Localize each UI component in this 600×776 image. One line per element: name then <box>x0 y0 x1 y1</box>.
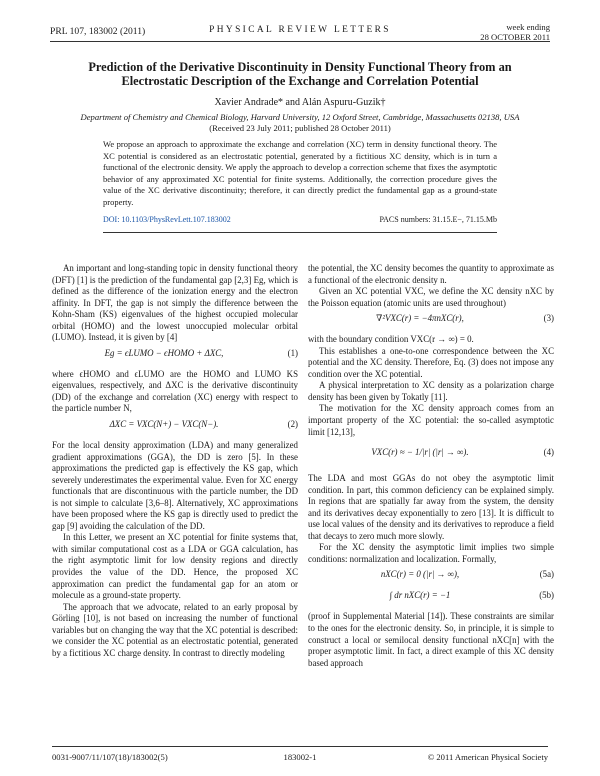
page-footer <box>52 752 548 764</box>
abstract: We propose an approach to approximate the exchange and correlation (XC) term in density functional theory. The XC potential is considered as an electrostatic potential, generated by a fictitious XC density, which is in turn a functional of the electronic density. We apply the approach to develop a correction scheme that fixes the asymptotic behavior of any approximated XC potential for finite systems. Additionally, the correction procedure gives the value of the XC derivative discontinuity; therefore, it can directly predict the fundamental gap as a ground-state property. <box>103 139 497 207</box>
paragraph: (proof in Supplemental Material [14]). These constraints are similar to the ones for the electronic density. So, in principle, it is simple to construct a local or semilocal density functional nXC[n] with the proper asymptotic limit. In fact, a direct example of this XC density based approach <box>308 611 554 668</box>
date: 28 OCTOBER 2011 <box>480 32 550 42</box>
equation-5a <box>308 569 554 585</box>
equation-body: VXC(r) ≈ − 1/|r| (|r| → ∞). <box>371 447 469 458</box>
equation-number: (5b) <box>539 590 554 601</box>
received-date: (Received 23 July 2011; published 28 October 2011) <box>209 123 391 133</box>
authors: Xavier Andrade* and Alán Aspuru-Guzik† <box>214 97 386 108</box>
paragraph: This establishes a one-to-one correspondence between the XC potential and the XC density. Therefore, Eq. (3) does not impose any condition over the XC potential. <box>308 345 554 379</box>
journal-name: PHYSICAL REVIEW LETTERS <box>209 25 391 35</box>
paragraph: For the local density approximation (LDA) and many generalized gradient approximations (GGA), the DD is zero [5]. In these approximations the predicted gap is effectively the KS gap, which severely underestimates the experimental value. Even for XC energy functionals that are discontinuous with the particle number, the DD is not simple to calculate [3,6–8]. Alternatively, XC approximations have been proposed where the KS gap is directly used to predict the gap [9] avoiding the calculation of the DD. <box>52 440 298 531</box>
header-rule <box>50 41 550 42</box>
equation-4 <box>308 442 554 468</box>
paragraph: where ϵHOMO and ϵLUMO are the HOMO and LUMO KS eigenvalues, respectively, and ΔXC is the derivative discontinuity (DD) of the exchange and correlation (XC) energy with respect to the particle number N, <box>52 368 298 414</box>
copyright: © 2011 American Physical Society <box>427 752 548 762</box>
left-column <box>52 263 298 659</box>
equation-body: Eg = ϵLUMO − ϵHOMO + ΔXC, <box>104 347 224 358</box>
paragraph: Given an XC potential VXC, we define the XC density nXC by the Poisson equation (atomic units are used throughout) <box>308 286 554 308</box>
paragraph: with the boundary condition VXC(r → ∞) = 0. <box>308 334 474 345</box>
equation-body: ∫ dr nXC(r) = −1 <box>389 590 451 601</box>
journal-reference: PRL 107, 183002 (2011) <box>50 26 146 37</box>
affiliation: Department of Chemistry and Chemical Biology, Harvard University, 12 Oxford Street, Cambridge, Massachusetts 02138, USA <box>80 112 520 122</box>
equation-body: ΔXC = VXC(N+) − VXC(N−). <box>109 419 219 430</box>
equation-5b <box>308 590 554 606</box>
paragraph: The approach that we advocate, related to an early proposal by Görling [10], is not based on increasing the number of functional variables but on changing the way that the XC potential is described: we consider the XC potential as an electrostatic potential, generated by a fictitious XC charge density. In contrast to directly modeling <box>52 601 298 658</box>
paragraph: In this Letter, we present an XC potential for finite systems that, with similar computational cost as a LDA or GGA calculation, has the right asymptotic limit for low density regions and directly provides the value of the DD. Hence, the proposed XC approximation can predict the fundamental gap for an atom or molecule as a ground-state property. <box>52 532 298 601</box>
equation-number: (1) <box>287 347 298 358</box>
week-label: week ending <box>506 22 550 32</box>
paper-title: Prediction of the Derivative Discontinuity in Density Functional Theory from an Electrostatic Description of the Exchange and Correlation Potential <box>88 60 512 89</box>
pacs-numbers: PACS numbers: 31.15.E−, 71.15.Mb <box>379 215 497 224</box>
right-column <box>308 263 554 669</box>
paragraph: For the XC density the asymptotic limit implies two simple conditions: normalization and localization. Formally, <box>308 542 554 564</box>
paragraph: the potential, the XC density becomes the quantity to approximate as a functional of the electronic density n. <box>308 263 554 285</box>
page-number: 183002-1 <box>283 752 317 762</box>
abstract-rule <box>103 232 497 233</box>
paragraph: A physical interpretation to XC density as a polarization charge density has been given by Tokatly [11]. <box>308 380 554 402</box>
article-code: 0031-9007/11/107(18)/183002(5) <box>52 752 168 762</box>
paragraph: The motivation for the XC density approach comes from an important property of the XC potential: the so-called asymptotic limit [12,13], <box>308 403 554 437</box>
equation-number: (4) <box>543 447 554 458</box>
equation-body: nXC(r) = 0 (|r| → ∞), <box>380 569 460 580</box>
equation-2 <box>52 419 298 435</box>
equation-body: ∇²VXC(r) = −4πnXC(r), <box>376 313 464 324</box>
equation-number: (2) <box>287 419 298 430</box>
equation-number: (3) <box>543 313 554 324</box>
equation-3 <box>308 313 554 329</box>
footer-rule <box>52 746 548 747</box>
equation-1 <box>52 348 298 364</box>
running-header <box>50 22 550 40</box>
doi-link[interactable]: DOI: 10.1103/PhysRevLett.107.183002 <box>103 215 231 224</box>
issue-date <box>480 22 550 42</box>
paragraph: An important and long-standing topic in density functional theory (DFT) [1] is the prediction of the fundamental gap [2,3] Eg, which is defined as the difference of the ionization energy and the electron affinity. In DFT, the gap is not simply the difference between the Kohn-Sham (KS) eigenvalues of the highest occupied molecular orbital (HOMO) and the lowest unoccupied molecular orbital (LUMO). Instead, it is given by [4] <box>52 263 298 343</box>
paragraph: The LDA and most GGAs do not obey the asymptotic limit condition. In part, this common deficiency can be explained simply. In regions that are spatially far away from the system, the density and its derivatives decay exponentially to zero [13]. It is difficult to use local values of the density and its derivatives to reproduce a field that decays to zero much more slowly. <box>308 473 554 541</box>
equation-number: (5a) <box>539 569 554 580</box>
